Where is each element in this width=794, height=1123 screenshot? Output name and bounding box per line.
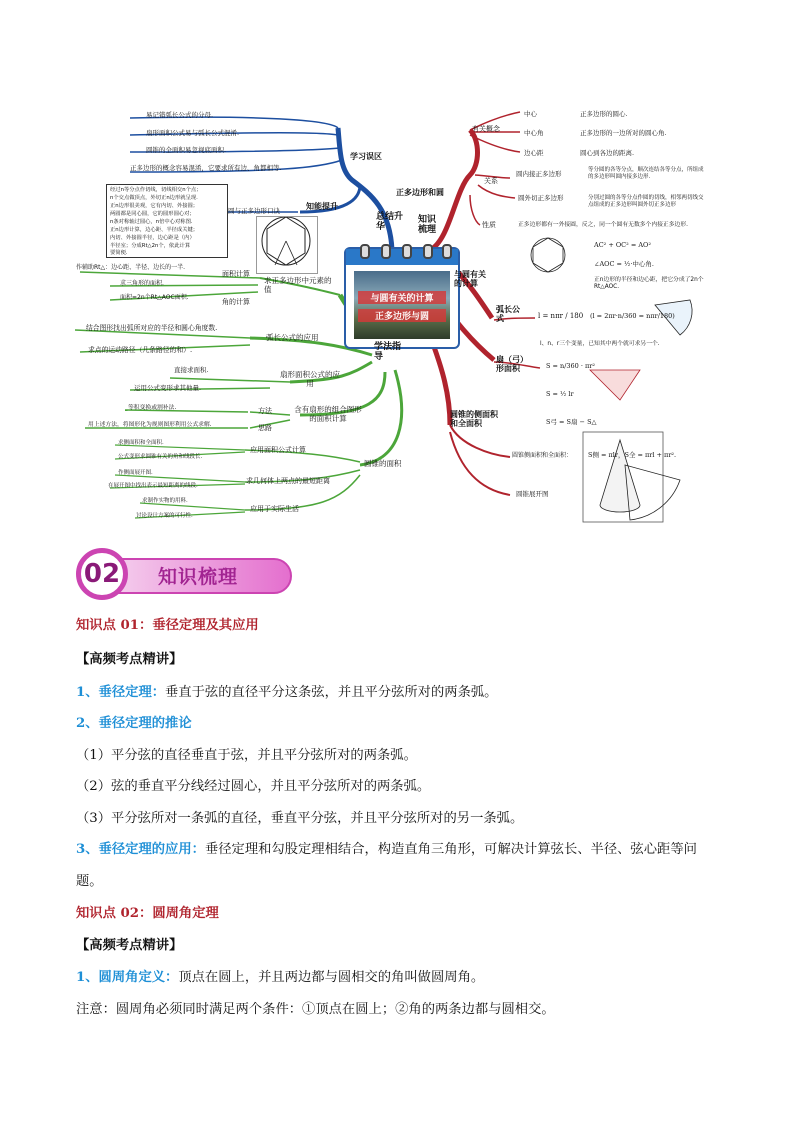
cone-item: 作侧面展开图. (118, 470, 153, 476)
branch-cone: 圆锥的侧面积和全面积 (450, 410, 498, 429)
sector-formula-1: S = n/360 · πr² (546, 362, 595, 370)
circumscribed-desc: 分别过圆的各等分点作圆的切线，相邻两切线交点组成的正多边形叫圆外切正多边形 (588, 195, 704, 208)
kp2-title: 知识点 02：圆周角定理 (76, 906, 219, 921)
error-item: 扇形面积公式易与弧长公式混淆. (146, 129, 240, 137)
item-2-label: 2、垂径定理的推论 (76, 716, 192, 731)
branch-knowledge: 知识梳理 (418, 215, 437, 236)
inscribed-desc: 等分圆的各等分点，顺次连结各等分点，所组成的多边形叫圆内接多边形. (588, 167, 704, 180)
item-3-text: 垂径定理和勾股定理相结合，构造直角三角形，可解决计算弦长、半径、弦心距等问 (204, 842, 697, 857)
sub-item-1: （1）平分弦的直径垂直于弦，并且平分弦所对的两条弧。 (76, 748, 417, 763)
combo-item: 用上述方法，将图形化为规则图形利用公式求解. (88, 422, 212, 428)
binder-ring (442, 244, 452, 259)
section-title: 知识梳理 (158, 566, 239, 588)
arc-formula: l = nπr / 180 (538, 312, 584, 320)
cone-area-label: 圆锥的面积 (364, 459, 402, 468)
sector-app-item: 运用公式变形求其他量. (134, 384, 202, 392)
thought-label: 思路 (258, 424, 272, 432)
branch-skill-up: 知能提升 (306, 202, 338, 211)
sector-formula-2: S = ½ lr (546, 390, 574, 398)
error-item: 易记错弧长公式的分母. (146, 111, 214, 119)
item-1 (76, 681, 497, 700)
concept-center-angle-desc: 正多边形的一边所对的圆心角. (580, 129, 667, 137)
sub-item-2: （2）弦的垂直平分线经过圆心，并且平分弦所对的两条弧。 (76, 779, 431, 794)
branch-learning-errors: 学习误区 (350, 152, 382, 161)
note: 注意：圆周角必须同时满足两个条件：①顶点在圆上；②角的两条边都与圆相交。 (76, 1002, 555, 1017)
circumscribed-label: 圆外切正多边形 (518, 194, 564, 202)
cone-formula-label: 圆锥侧面积和全面积： (512, 452, 573, 459)
combo-label: 含有扇形的组合图形的面积计算 (294, 405, 362, 424)
concept-center-angle: 中心角 (524, 129, 544, 137)
formula-3: 正n边形的半径和边心距，把它分成了2n个Rt△AOC. (594, 277, 704, 291)
center-title-2: 正多边形与圆 (358, 309, 446, 322)
arc-app-item: 求点的运动路径（几条路径的和）. (88, 346, 193, 354)
binder-ring (423, 244, 433, 259)
cone-unfold-label: 圆锥展开图 (516, 490, 549, 498)
skill-title: 圆与正多边形口诀 (228, 207, 280, 215)
branch-method: 学法指导 (374, 342, 402, 363)
property-desc: 正多边形都有一外接圆，反之，同一个圆有无数多个内接正多边形. (518, 222, 688, 228)
item-4-label: 1、圆周角定义： (76, 970, 179, 985)
branch-summary: 总结升华 (376, 212, 404, 233)
item-3-cont: 题。 (76, 874, 103, 889)
area-item: 作辅助Rt△：边心距、半径、边长的一半. (76, 264, 186, 271)
polygon-figure (256, 216, 318, 274)
concept-center: 中心 (524, 110, 537, 118)
center-title-1: 与圆有关的计算 (358, 291, 446, 304)
area-item: 面积=2n个Rt△AOC面积. (120, 294, 189, 301)
area-calc-label: 面积计算 (222, 270, 250, 278)
item-4 (76, 966, 484, 985)
cone-formula: S侧 = πlr，S全 = πrl + πr². (588, 451, 677, 459)
way-label: 方法 (258, 407, 272, 415)
branch-sector-area: 扇（弓）形面积 (496, 355, 528, 374)
arc-note: l、n、r三个变量，已知其中两个就可求另一个. (540, 341, 660, 347)
cone-app-1: 应用面积公式计算 (250, 446, 306, 454)
cone-item: 求制作实物的用料. (142, 498, 188, 504)
cone-item: 在展开图中找出表示最短距离的线段. (108, 483, 198, 489)
polygon-values-label: 求正多边形中元素的值 (264, 276, 332, 295)
center-card (344, 247, 460, 349)
inscribed-label: 圆内接正多边形 (516, 170, 562, 178)
tag-1: 【高频考点精讲】 (76, 652, 183, 667)
cone-item: 公式变形求圆锥有关的角和线段长. (118, 454, 203, 460)
property-label: 性质 (482, 221, 496, 229)
binder-ring (402, 244, 412, 259)
binder-ring (381, 244, 391, 259)
sector-app-label: 扇形面积公式的应用 (280, 370, 340, 389)
cone-item: 求侧面积和全面积. (118, 440, 164, 446)
sub-item-3: （3）平分弦所对一条弧的直径，垂直平分弦，并且平分弦所对的另一条弧。 (76, 811, 524, 826)
mind-map (0, 0, 794, 540)
item-3 (76, 838, 697, 857)
card-photo (354, 271, 450, 339)
section-number: 02 (76, 548, 128, 600)
error-item: 正多边形的概念容易混淆，它要求所有边、角都相等. (130, 164, 282, 172)
angle-calc-label: 角的计算 (222, 298, 250, 306)
tag-2: 【高频考点精讲】 (76, 938, 183, 953)
kp1-title: 知识点 01：垂径定理及其应用 (76, 618, 259, 633)
cone-item: 讨论设计方案的可行性. (136, 513, 193, 519)
error-item: 圆锥的全面积易忽视底面积. (146, 146, 227, 154)
item-1-text: 垂直于弦的直径平分这条弦，并且平分弦所对的两条弧。 (165, 685, 498, 700)
branch-arc-length: 弧长公式 (496, 305, 520, 324)
branch-circle-calc: 与圆有关的计算 (454, 270, 486, 289)
concept-apothem-desc: 圆心到各边的距离. (580, 149, 635, 157)
binder-ring (360, 244, 370, 259)
skill-box: 经过n等分点作切线，切线相交n个点； n个交点做顶点，外切正n边形就呈现. 正n边形很美观，它有内切、外接圆； 两圆都是同心圆，它的圆形圆心对； n条对称轴过圆心，n倍中心对称图. 正n边形计算，边心距、半径成关键； 内切、外接圆半径，边心距是（内） 半径室；分成Rt△2n个，依此计算 要简便. (106, 184, 228, 258)
item-1-label: 1、垂径定理： (76, 685, 166, 700)
combo-item: 等积变换或割补法. (128, 405, 177, 411)
arc-app-label: 弧长公式的应用 (266, 333, 319, 342)
concept-label: 有关概念 (472, 125, 500, 133)
concept-center-desc: 正多边形的圆心. (580, 110, 628, 118)
relation-label: 关系 (484, 177, 498, 185)
item-4-text: 顶点在圆上，并且两边都与圆相交的角叫做圆周角。 (178, 970, 485, 985)
item-3-label: 3、垂径定理的应用： (76, 842, 205, 857)
arc-app-item: 结合图形找出弧所对应的半径和圆心角度数. (86, 324, 218, 332)
arc-formula-2: (l = 2πr·n/360 = nπr/180) (590, 312, 675, 320)
sector-app-item: 直接求面积. (174, 366, 209, 374)
sector-formula-3: S弓 = S扇 − S△ (546, 418, 597, 426)
formula-1: AC² + OC² = AO² (594, 241, 651, 249)
cone-app-2: 求几何体上两点的最短距离 (246, 477, 330, 485)
section-banner (76, 548, 290, 600)
concept-apothem: 边心距 (524, 149, 544, 157)
cone-app-3: 应用于实际生活 (250, 505, 299, 513)
area-item: 求三角形的面积. (120, 280, 164, 287)
formula-2: ∠AOC = ½·中心角. (594, 260, 654, 268)
branch-regular-polygon: 正多边形和圆 (396, 188, 444, 197)
